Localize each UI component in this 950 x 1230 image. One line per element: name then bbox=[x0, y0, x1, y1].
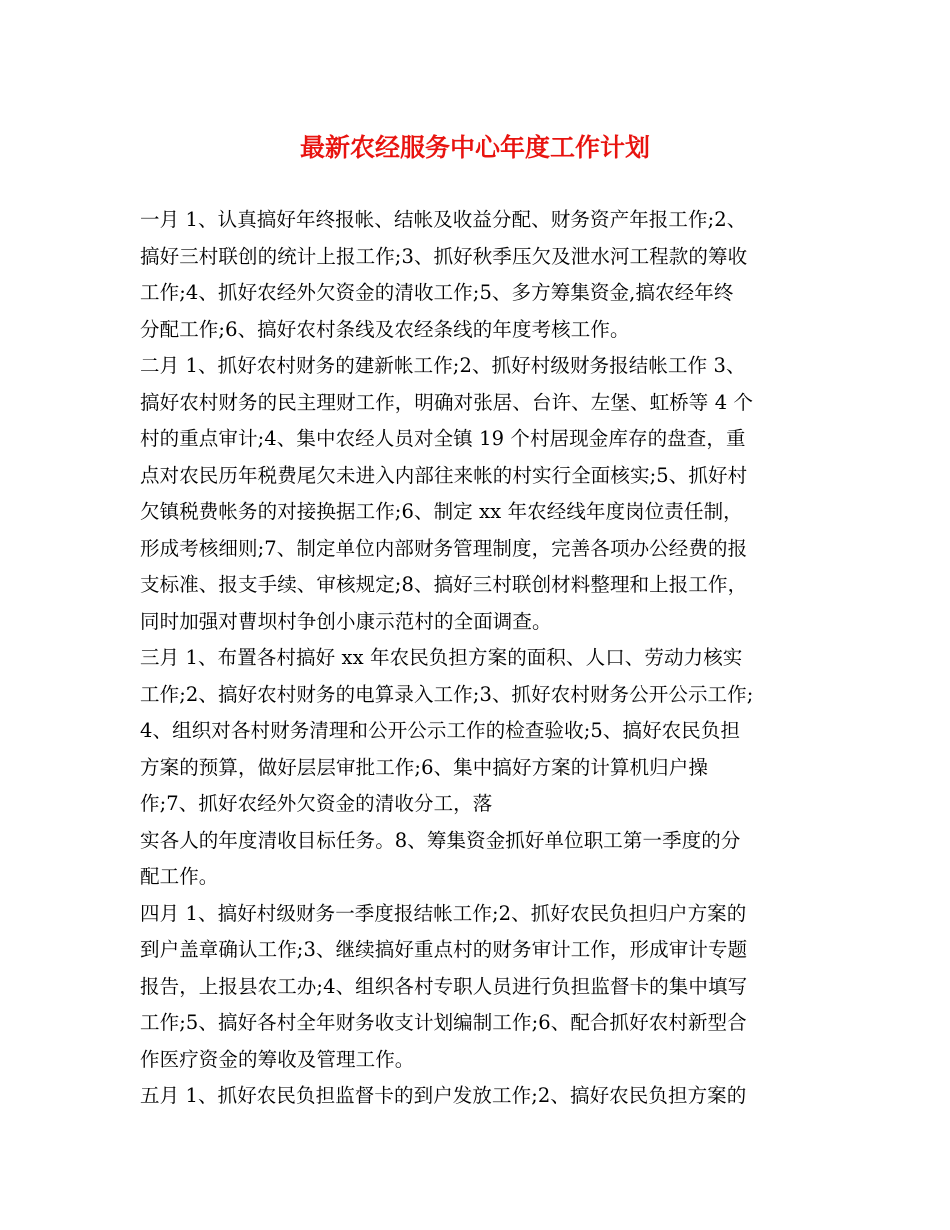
body-line: 作;7、抓好农经外欠资金的清收分工，落 bbox=[140, 792, 493, 815]
body-line: 4、组织对各村财务清理和公开公示工作的检查验收;5、搞好农民负担 bbox=[140, 719, 741, 742]
body-line: 四月 1、搞好村级财务一季度报结帐工作;2、抓好农民负担归户方案的 bbox=[140, 901, 747, 925]
body-line: 作医疗资金的筹收及管理工作。 bbox=[140, 1047, 415, 1071]
body-line: 工作;2、搞好农村财务的电算录入工作;3、抓好农村财务公开公示工作; bbox=[140, 682, 754, 706]
document-body bbox=[140, 202, 830, 1115]
body-line: 配工作。 bbox=[140, 865, 219, 888]
body-line: 同时加强对曹坝村争创小康示范村的全面调查。 bbox=[140, 609, 552, 633]
body-line: 五月 1、抓好农民负担监督卡的到户发放工作;2、搞好农民负担方案的 bbox=[140, 1084, 747, 1107]
body-line: 搞好三村联创的统计上报工作;3、抓好秋季压欠及泄水河工程款的筹收 bbox=[140, 244, 748, 268]
body-line: 到户盖章确认工作;3、继续搞好重点村的财务审计工作，形成审计专题 bbox=[140, 938, 748, 961]
body-line: 搞好农村财务的民主理财工作，明确对张居、台许、左堡、虹桥等 4 个 bbox=[140, 390, 754, 414]
body-line: 三月 1、布置各村搞好 xx 年农民负担方案的面积、人口、劳动力核实 bbox=[140, 646, 743, 669]
document-title: 最新农经服务中心年度工作计划 bbox=[299, 133, 650, 162]
body-line: 欠镇税费帐务的对接换据工作;6、制定 xx 年农经线年度岗位责任制， bbox=[140, 500, 743, 523]
body-line: 报告，上报县农工办;4、组织各村专职人员进行负担监督卡的集中填写 bbox=[140, 974, 748, 998]
body-line: 工作;4、抓好农经外欠资金的清收工作;5、多方筹集资金,搞农经年终 bbox=[140, 281, 734, 304]
body-line: 村的重点审计;4、集中农经人员对全镇 19 个村居现金库存的盘查，重 bbox=[140, 427, 746, 450]
body-line: 实各人的年度清收目标任务。8、筹集资金抓好单位职工第一季度的分 bbox=[140, 828, 741, 852]
body-line: 一月 1、认真搞好年终报帐、结帐及收益分配、财务资产年报工作;2、 bbox=[140, 208, 747, 231]
body-line: 分配工作;6、搞好农村条线及农经条线的年度考核工作。 bbox=[140, 317, 630, 341]
body-line: 方案的预算，做好层层审批工作;6、集中搞好方案的计算机归户操 bbox=[140, 755, 708, 779]
body-line: 二月 1、抓好农村财务的建新帐工作;2、抓好村级财务报结帐工作 3、 bbox=[140, 354, 746, 377]
body-line: 形成考核细则;7、制定单位内部财务管理制度，完善各项办公经费的报 bbox=[140, 536, 748, 560]
body-line: 工作;5、搞好各村全年财务收支计划编制工作;6、配合抓好农村新型合 bbox=[140, 1011, 747, 1034]
body-line: 支标准、报支手续、审核规定;8、搞好三村联创材料整理和上报工作， bbox=[140, 573, 748, 596]
body-line: 点对农民历年税费尾欠未进入内部往来帐的村实行全面核实;5、抓好村 bbox=[140, 463, 748, 487]
